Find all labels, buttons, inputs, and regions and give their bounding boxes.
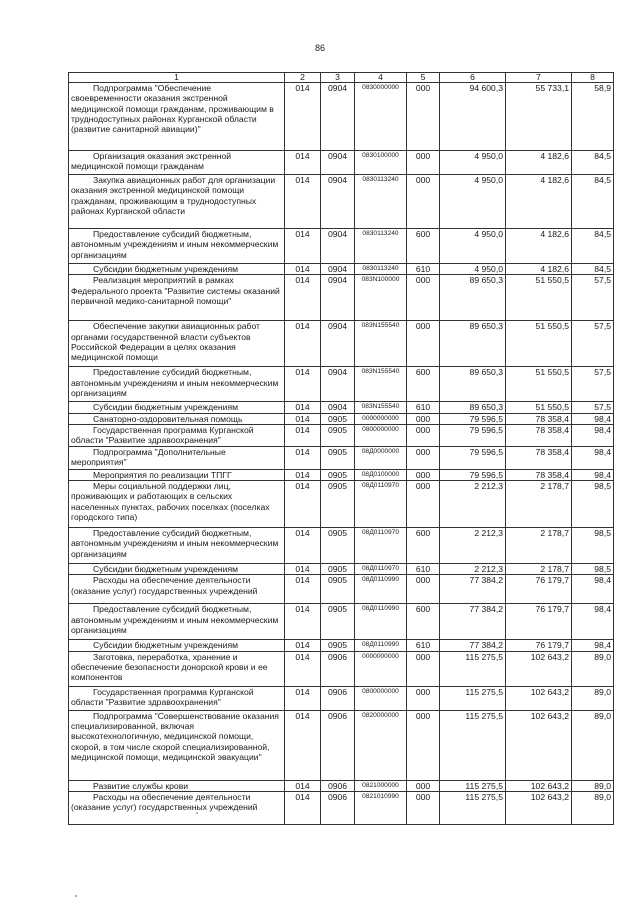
row-value-cell: 57,5	[572, 275, 614, 321]
row-value-cell: 4 950,0	[440, 175, 506, 229]
row-value-cell: 0905	[321, 575, 355, 604]
row-value-cell: 0830113240	[355, 229, 407, 264]
row-value-cell: 000	[407, 469, 440, 480]
row-name-cell: Субсидии бюджетным учреждениям	[69, 264, 285, 275]
row-value-cell: 79 596,5	[440, 424, 506, 446]
row-value-cell: 55 733,1	[506, 83, 572, 151]
row-value-cell: 115 275,5	[440, 780, 506, 791]
row-value-cell: 98,4	[572, 413, 614, 424]
row-value-cell: 014	[285, 151, 321, 175]
row-value-cell: 0905	[321, 413, 355, 424]
table-row	[69, 275, 614, 321]
row-value-cell: 0830113240	[355, 175, 407, 229]
row-value-cell: 4 950,0	[440, 151, 506, 175]
row-value-cell: 08Д0110990	[355, 575, 407, 604]
row-name-cell: Субсидии бюджетным учреждениям	[69, 640, 285, 651]
row-value-cell: 0904	[321, 83, 355, 151]
row-value-cell: 08Д0110970	[355, 528, 407, 564]
row-value-cell: 98,5	[572, 564, 614, 575]
row-name-cell: Обеспечение закупки авиационных работ органами государственной власти субъектов Российской Федерации в целях оказания медицинской помощи	[69, 321, 285, 367]
row-value-cell: 77 384,2	[440, 575, 506, 604]
row-value-cell: 78 358,4	[506, 424, 572, 446]
row-value-cell: 014	[285, 686, 321, 710]
row-value-cell: 98,4	[572, 640, 614, 651]
row-name-cell: Предоставление субсидий бюджетным, автономным учреждениям и иным некоммерческим организациям	[69, 528, 285, 564]
row-value-cell: 51 550,5	[506, 367, 572, 402]
column-header: 7	[506, 73, 572, 83]
row-value-cell: 94 600,3	[440, 83, 506, 151]
row-name-cell: Предоставление субсидий бюджетным, автономным учреждениям и иным некоммерческим организациям	[69, 604, 285, 640]
table-row	[69, 481, 614, 528]
row-value-cell: 89,0	[572, 686, 614, 710]
row-value-cell: 014	[285, 710, 321, 780]
row-value-cell: 57,5	[572, 321, 614, 367]
row-value-cell: 98,5	[572, 481, 614, 528]
row-name-cell: Мероприятия по реализации ТПГГ	[69, 469, 285, 480]
row-value-cell: 51 550,5	[506, 321, 572, 367]
row-name-cell: Расходы на обеспечение деятельности (оказание услуг) государственных учреждений	[69, 575, 285, 604]
row-value-cell: 000	[407, 83, 440, 151]
table-row	[69, 446, 614, 469]
row-value-cell: 115 275,5	[440, 686, 506, 710]
row-value-cell: 083N155540	[355, 321, 407, 367]
row-value-cell: 0000000000	[355, 651, 407, 686]
row-value-cell: 98,4	[572, 469, 614, 480]
row-value-cell: 0830000000	[355, 83, 407, 151]
row-value-cell: 000	[407, 446, 440, 469]
column-header: 2	[285, 73, 321, 83]
column-header: 5	[407, 73, 440, 83]
row-value-cell: 0820000000	[355, 710, 407, 780]
row-value-cell: 014	[285, 275, 321, 321]
row-value-cell: 76 179,7	[506, 640, 572, 651]
row-value-cell: 600	[407, 229, 440, 264]
row-value-cell: 014	[285, 640, 321, 651]
row-value-cell: 89,0	[572, 710, 614, 780]
row-value-cell: 0821010990	[355, 792, 407, 825]
row-name-cell: Закупка авиационных работ для организации оказания экстренной медицинской помощи гражданам, проживающим в труднодоступных районах Курганской области	[69, 175, 285, 229]
row-value-cell: 000	[407, 175, 440, 229]
row-value-cell: 0800000000	[355, 686, 407, 710]
row-value-cell: 0905	[321, 604, 355, 640]
row-value-cell: 014	[285, 446, 321, 469]
table-row	[69, 686, 614, 710]
row-value-cell: 0904	[321, 321, 355, 367]
row-value-cell: 000	[407, 321, 440, 367]
row-value-cell: 0904	[321, 175, 355, 229]
row-value-cell: 89,0	[572, 792, 614, 825]
row-value-cell: 102 643,2	[506, 780, 572, 791]
row-value-cell: 000	[407, 792, 440, 825]
row-value-cell: 014	[285, 229, 321, 264]
row-value-cell: 89 650,3	[440, 321, 506, 367]
row-value-cell: 08Д0110970	[355, 564, 407, 575]
row-value-cell: 98,4	[572, 446, 614, 469]
scan-dot	[75, 895, 77, 897]
row-value-cell: 000	[407, 651, 440, 686]
row-value-cell: 0906	[321, 651, 355, 686]
row-value-cell: 014	[285, 402, 321, 413]
table-row	[69, 780, 614, 791]
row-value-cell: 2 178,7	[506, 481, 572, 528]
row-value-cell: 78 358,4	[506, 446, 572, 469]
table-row	[69, 367, 614, 402]
column-header: 8	[572, 73, 614, 83]
row-value-cell: 014	[285, 792, 321, 825]
row-value-cell: 2 212,3	[440, 481, 506, 528]
row-value-cell: 08Д0110990	[355, 640, 407, 651]
row-value-cell: 89,0	[572, 651, 614, 686]
row-name-cell: Развитие службы крови	[69, 780, 285, 791]
row-value-cell: 014	[285, 321, 321, 367]
row-value-cell: 08Д0110970	[355, 481, 407, 528]
row-name-cell: Государственная программа Курганской области "Развитие здравоохранения"	[69, 424, 285, 446]
table-row	[69, 604, 614, 640]
row-value-cell: 79 596,5	[440, 413, 506, 424]
column-header: 1	[69, 73, 285, 83]
row-value-cell: 84,5	[572, 229, 614, 264]
row-value-cell: 0906	[321, 710, 355, 780]
row-value-cell: 98,4	[572, 604, 614, 640]
row-value-cell: 4 182,6	[506, 151, 572, 175]
row-value-cell: 84,5	[572, 151, 614, 175]
row-value-cell: 98,4	[572, 424, 614, 446]
row-value-cell: 0904	[321, 264, 355, 275]
page-number: 86	[314, 43, 325, 53]
row-value-cell: 083N155540	[355, 402, 407, 413]
row-value-cell: 000	[407, 413, 440, 424]
row-value-cell: 014	[285, 175, 321, 229]
table-row	[69, 229, 614, 264]
row-name-cell: Подпрограмма "Совершенствование оказания специализированной, включая высокотехнологичную, медицинской помощи, скорой, в том числе скорой специализированной, медицинской помощи, медицинской эвакуации"	[69, 710, 285, 780]
row-name-cell: Субсидии бюджетным учреждениям	[69, 564, 285, 575]
table-row	[69, 83, 614, 151]
table-row	[69, 792, 614, 825]
table-row	[69, 564, 614, 575]
row-value-cell: 0904	[321, 402, 355, 413]
row-value-cell: 014	[285, 780, 321, 791]
row-value-cell: 102 643,2	[506, 792, 572, 825]
row-value-cell: 0905	[321, 424, 355, 446]
row-name-cell: Подпрограмма "Дополнительные мероприятия"	[69, 446, 285, 469]
row-value-cell: 115 275,5	[440, 710, 506, 780]
row-value-cell: 610	[407, 640, 440, 651]
row-value-cell: 4 950,0	[440, 229, 506, 264]
row-name-cell: Государственная программа Курганской области "Развитие здравоохранения"	[69, 686, 285, 710]
row-name-cell: Меры социальной поддержки лиц, проживающих и работающих в сельских населенных пунктах, рабочих поселках (поселках городского типа)	[69, 481, 285, 528]
row-value-cell: 78 358,4	[506, 469, 572, 480]
row-value-cell: 014	[285, 651, 321, 686]
row-value-cell: 014	[285, 413, 321, 424]
row-value-cell: 4 182,6	[506, 175, 572, 229]
row-value-cell: 610	[407, 264, 440, 275]
row-value-cell: 000	[407, 686, 440, 710]
row-value-cell: 0821000000	[355, 780, 407, 791]
row-value-cell: 014	[285, 469, 321, 480]
row-value-cell: 0904	[321, 151, 355, 175]
table-row	[69, 175, 614, 229]
row-value-cell: 0906	[321, 780, 355, 791]
row-value-cell: 610	[407, 402, 440, 413]
row-value-cell: 600	[407, 604, 440, 640]
row-value-cell: 2 178,7	[506, 528, 572, 564]
row-value-cell: 89 650,3	[440, 402, 506, 413]
table-row	[69, 264, 614, 275]
row-value-cell: 600	[407, 528, 440, 564]
row-name-cell: Реализация мероприятий в рамках Федерального проекта "Развитие системы оказаний первичной медико-санитарной помощи"	[69, 275, 285, 321]
row-value-cell: 0830113240	[355, 264, 407, 275]
row-value-cell: 014	[285, 528, 321, 564]
row-value-cell: 76 179,7	[506, 575, 572, 604]
row-value-cell: 014	[285, 575, 321, 604]
row-value-cell: 0904	[321, 229, 355, 264]
row-value-cell: 98,5	[572, 528, 614, 564]
row-value-cell: 4 950,0	[440, 264, 506, 275]
row-value-cell: 0906	[321, 792, 355, 825]
row-name-cell: Подпрограмма "Обеспечение своевременности оказания экстренной медицинской помощи гражданам, проживающим в труднодоступных районах Курганской области (развитие санитарной авиации)"	[69, 83, 285, 151]
row-value-cell: 000	[407, 575, 440, 604]
row-value-cell: 115 275,5	[440, 651, 506, 686]
row-value-cell: 77 384,2	[440, 604, 506, 640]
row-value-cell: 78 358,4	[506, 413, 572, 424]
row-value-cell: 08Д0100000	[355, 469, 407, 480]
row-value-cell: 08Д0000000	[355, 446, 407, 469]
row-value-cell: 0905	[321, 640, 355, 651]
row-value-cell: 014	[285, 481, 321, 528]
row-value-cell: 58,9	[572, 83, 614, 151]
row-value-cell: 51 550,5	[506, 275, 572, 321]
row-value-cell: 102 643,2	[506, 651, 572, 686]
row-value-cell: 0904	[321, 275, 355, 321]
row-value-cell: 014	[285, 367, 321, 402]
row-value-cell: 083N155540	[355, 367, 407, 402]
row-value-cell: 4 182,6	[506, 264, 572, 275]
row-name-cell: Расходы на обеспечение деятельности (оказание услуг) государственных учреждений	[69, 792, 285, 825]
row-value-cell: 89 650,3	[440, 275, 506, 321]
table-row	[69, 575, 614, 604]
table-row	[69, 640, 614, 651]
row-name-cell: Предоставление субсидий бюджетным, автономным учреждениям и иным некоммерческим организациям	[69, 229, 285, 264]
table-row	[69, 402, 614, 413]
row-value-cell: 79 596,5	[440, 469, 506, 480]
row-value-cell: 600	[407, 367, 440, 402]
row-value-cell: 0905	[321, 528, 355, 564]
row-value-cell: 000	[407, 780, 440, 791]
table-row	[69, 710, 614, 780]
row-value-cell: 57,5	[572, 367, 614, 402]
row-value-cell: 98,4	[572, 575, 614, 604]
row-value-cell: 0905	[321, 469, 355, 480]
row-name-cell: Организация оказания экстренной медицинской помощи гражданам	[69, 151, 285, 175]
row-value-cell: 0906	[321, 686, 355, 710]
row-value-cell: 610	[407, 564, 440, 575]
row-value-cell: 0905	[321, 446, 355, 469]
row-value-cell: 89 650,3	[440, 367, 506, 402]
row-value-cell: 0830100000	[355, 151, 407, 175]
row-value-cell: 0905	[321, 564, 355, 575]
row-value-cell: 083N100000	[355, 275, 407, 321]
row-value-cell: 0904	[321, 367, 355, 402]
table-row	[69, 413, 614, 424]
row-value-cell: 77 384,2	[440, 640, 506, 651]
row-value-cell: 102 643,2	[506, 710, 572, 780]
row-value-cell: 0000000000	[355, 413, 407, 424]
row-value-cell: 014	[285, 604, 321, 640]
row-value-cell: 014	[285, 424, 321, 446]
table-row	[69, 651, 614, 686]
row-value-cell: 000	[407, 151, 440, 175]
row-value-cell: 000	[407, 424, 440, 446]
row-value-cell: 102 643,2	[506, 686, 572, 710]
scan-dot	[196, 812, 198, 814]
row-value-cell: 0800000000	[355, 424, 407, 446]
row-value-cell: 014	[285, 264, 321, 275]
row-name-cell: Субсидии бюджетным учреждениям	[69, 402, 285, 413]
row-value-cell: 000	[407, 275, 440, 321]
row-name-cell: Санаторно-оздоровительная помощь	[69, 413, 285, 424]
table-row	[69, 151, 614, 175]
table-row	[69, 469, 614, 480]
row-value-cell: 014	[285, 83, 321, 151]
row-value-cell: 79 596,5	[440, 446, 506, 469]
header-row	[69, 73, 614, 83]
row-value-cell: 4 182,6	[506, 229, 572, 264]
row-value-cell: 000	[407, 481, 440, 528]
row-name-cell: Предоставление субсидий бюджетным, автономным учреждениям и иным некоммерческим организациям	[69, 367, 285, 402]
row-value-cell: 51 550,5	[506, 402, 572, 413]
row-name-cell: Заготовка, переработка, хранение и обеспечение безопасности донорской крови и ее компонентов	[69, 651, 285, 686]
row-value-cell: 89,0	[572, 780, 614, 791]
table-row	[69, 321, 614, 367]
row-value-cell: 2 212,3	[440, 528, 506, 564]
table-row	[69, 424, 614, 446]
column-header: 4	[355, 73, 407, 83]
column-header: 3	[321, 73, 355, 83]
budget-table	[68, 72, 614, 825]
row-value-cell: 014	[285, 564, 321, 575]
row-value-cell: 0905	[321, 481, 355, 528]
row-value-cell: 84,5	[572, 175, 614, 229]
row-value-cell: 08Д0110990	[355, 604, 407, 640]
row-value-cell: 2 178,7	[506, 564, 572, 575]
row-value-cell: 57,5	[572, 402, 614, 413]
row-value-cell: 84,5	[572, 264, 614, 275]
column-header: 6	[440, 73, 506, 83]
row-value-cell: 2 212,3	[440, 564, 506, 575]
row-value-cell: 76 179,7	[506, 604, 572, 640]
row-value-cell: 115 275,5	[440, 792, 506, 825]
table-row	[69, 528, 614, 564]
row-value-cell: 000	[407, 710, 440, 780]
